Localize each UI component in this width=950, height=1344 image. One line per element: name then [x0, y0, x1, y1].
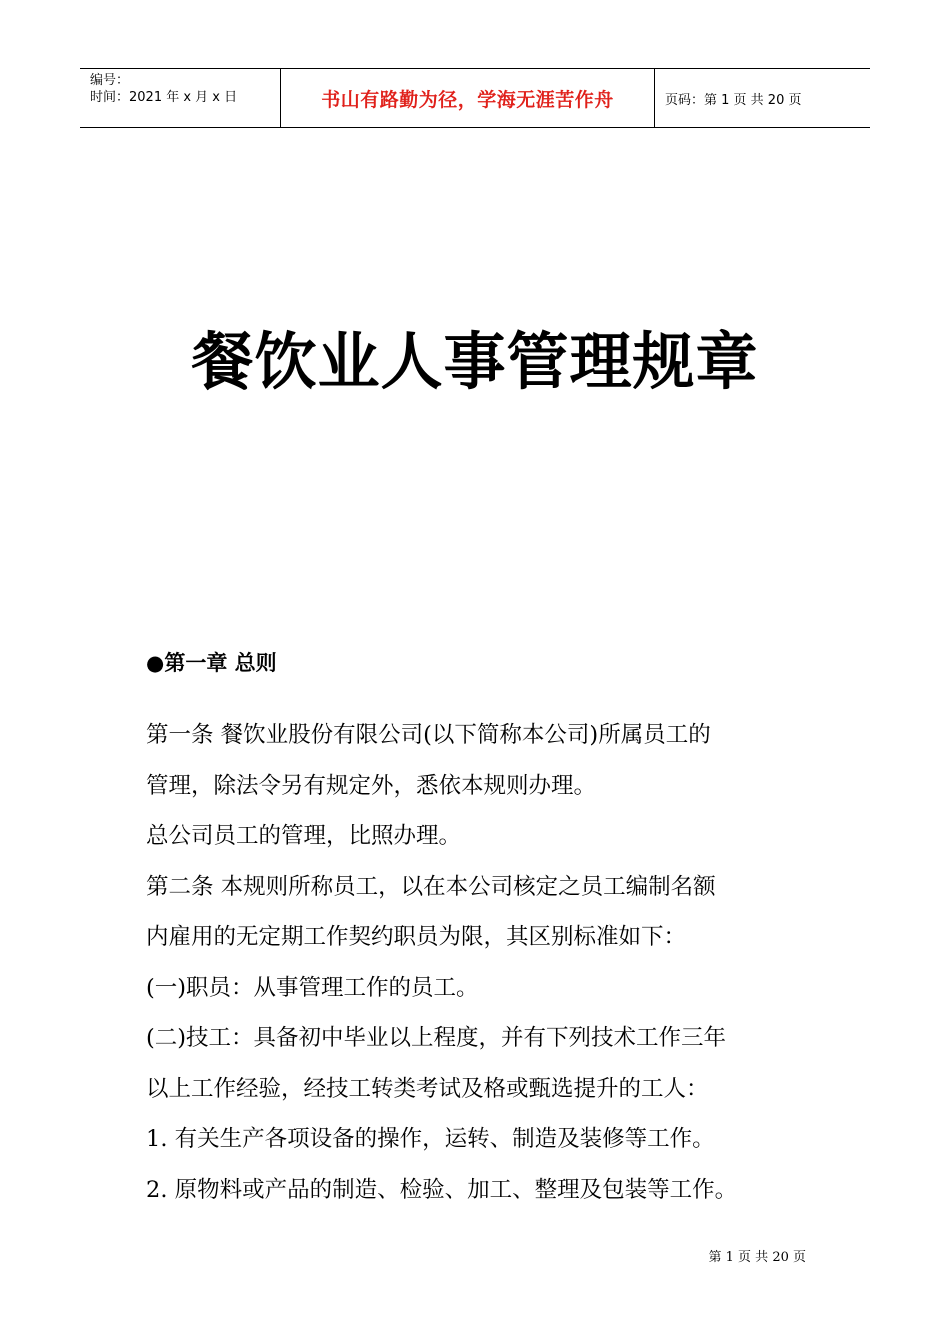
header-meta-cell [80, 69, 281, 127]
body-line: 总公司员工的管理，比照办理。 [146, 823, 462, 849]
body-line: (一)职员：从事管理工作的员工。 [146, 974, 479, 1001]
body-line: (二)技工：具备初中毕业以上程度，并有下列技术工作三年 [146, 1025, 727, 1051]
body-line: 管理，除法令另有规定外，悉依本规则办理。 [146, 772, 597, 799]
chapter-heading: ●第一章 总则 [146, 651, 277, 675]
footer-page-number: 第 1 页 共 20 页 [708, 1250, 806, 1265]
header-page-number: 页码：第 1 页 共 20 页 [665, 92, 802, 108]
body-line: 1. 有关生产各项设备的操作，运转、制造及装修等工作。 [146, 1126, 715, 1152]
document-title: 餐饮业人事管理规章 [191, 325, 759, 398]
document-body [146, 716, 826, 1221]
body-line: 第一条 餐饮业股份有限公司(以下简称本公司)所属员工的 [146, 722, 711, 748]
body-line: 内雇用的无定期工作契约职员为限，其区别标准如下： [146, 924, 687, 950]
body-line: 第二条 本规则所称员工，以在本公司核定之员工编制名额 [146, 873, 716, 900]
header-page-cell [655, 69, 870, 127]
document-date-label: 时间：2021 年 x 月 x 日 [90, 90, 238, 105]
header-motto-cell [281, 69, 655, 127]
page-header [80, 68, 870, 128]
body-line: 以上工作经验，经技工转类考试及格或甄选提升的工人： [146, 1075, 709, 1102]
document-number-label: 编号： [90, 73, 130, 88]
header-motto: 书山有路勤为径，学海无涯苦作舟 [321, 88, 614, 111]
body-line: 2. 原物料或产品的制造、检验、加工、整理及包装等工作。 [146, 1176, 738, 1203]
